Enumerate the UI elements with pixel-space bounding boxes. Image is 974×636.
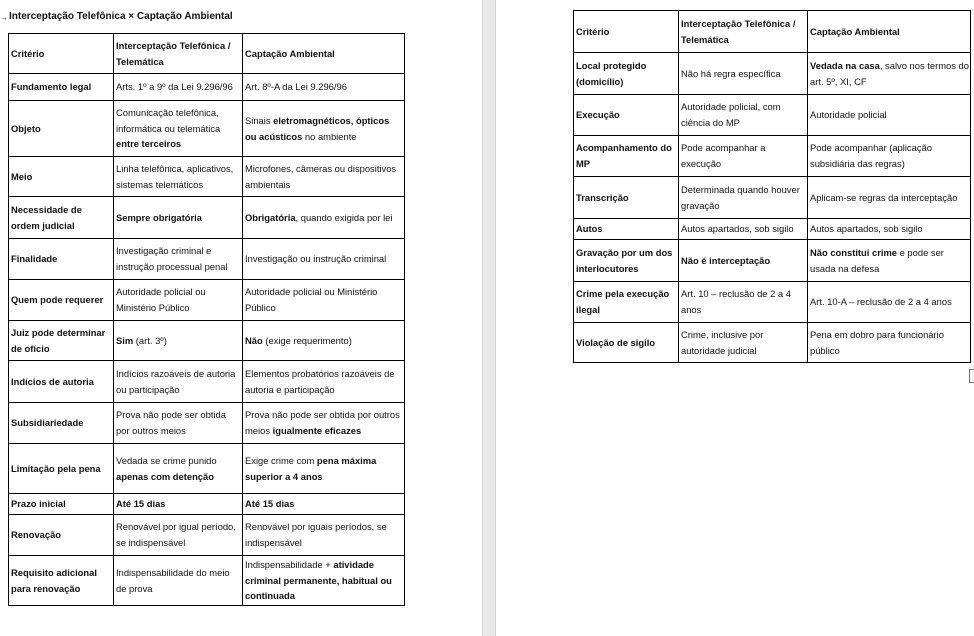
header-interceptacao (679, 11, 808, 53)
cell-text: , quando exigida por lei (295, 211, 393, 223)
cell-interceptacao (114, 157, 243, 197)
cell-text: Prova não pode ser obtida por outros meios (116, 409, 226, 436)
document-title: Interceptação Telefônica × Captação Ambiental (9, 11, 233, 22)
cell-captacao (243, 280, 405, 321)
cell-text: (exige requerimento) (262, 334, 352, 346)
cell-interceptacao (679, 136, 808, 177)
cell-text: Prazo inicial (11, 498, 66, 510)
cell-text: Até 15 dias (116, 498, 166, 510)
header-interceptacao (114, 34, 243, 74)
cell-criterio (574, 136, 679, 177)
cell-criterio (574, 282, 679, 323)
table-row (574, 53, 971, 95)
cell-criterio (9, 361, 114, 403)
cell-text: Autos apartados, sob sigilo (810, 223, 923, 235)
cell-criterio (574, 177, 679, 219)
cell-text: igualmente eficazes (272, 425, 362, 436)
header-criterio (9, 34, 114, 74)
cell-captacao (243, 157, 405, 197)
cell-text: Interceptação Telefônica / Telemática (681, 17, 796, 45)
cell-captacao (243, 515, 405, 556)
cell-text: Não há regra específica (681, 67, 781, 79)
cell-criterio (9, 556, 114, 606)
cell-interceptacao (114, 515, 243, 556)
cell-text: Critério (576, 25, 610, 37)
cell-interceptacao (114, 321, 243, 361)
cell-text: Aplicam-se regras da interceptação (810, 191, 958, 203)
cell-text: Não (245, 334, 263, 346)
cell-captacao (243, 361, 405, 403)
cell-text: Indispensabilidade do meio de prova (116, 566, 230, 594)
table-row (9, 515, 405, 556)
cell-criterio (9, 197, 114, 239)
cell-text: Autos apartados, sob sigilo (681, 223, 794, 235)
cell-text: Indícios razoáveis de autoria ou participação (116, 367, 236, 395)
cell-text: Art. 8º-A da Lei 9.296/96 (245, 81, 347, 93)
document-page-left (0, 0, 482, 636)
cell-interceptacao (114, 197, 243, 239)
cell-text: Execução (576, 109, 620, 121)
cell-criterio (9, 157, 114, 197)
cell-text: Pena em dobro para funcionário público (810, 328, 944, 356)
table-row (9, 157, 405, 197)
table-row (9, 74, 405, 101)
cell-criterio (9, 74, 114, 101)
cell-captacao (243, 444, 405, 494)
cell-text: Autoridade policial ou Ministério Público (245, 286, 378, 313)
cell-text: Investigação ou instrução criminal (245, 253, 387, 265)
cell-captacao (808, 177, 971, 219)
cell-text: Sempre obrigatória (116, 211, 202, 223)
cell-interceptacao (114, 556, 243, 606)
cell-text: Quem pode requerer (11, 294, 104, 306)
cell-interceptacao (114, 74, 243, 101)
cell-criterio (9, 239, 114, 280)
cell-text: Captação Ambiental (810, 25, 900, 37)
cell-captacao (243, 494, 405, 515)
table-row (574, 219, 971, 240)
cell-criterio (9, 494, 114, 515)
cell-criterio (9, 280, 114, 321)
cell-text: Violação de sigilo (576, 336, 656, 348)
cell-text: Pode acompanhar (aplicação subsidiária das regras) (810, 142, 932, 169)
cell-criterio (9, 444, 114, 494)
cell-interceptacao (679, 219, 808, 240)
cell-interceptacao (114, 239, 243, 280)
cell-captacao (243, 321, 405, 361)
page-gutter (482, 0, 496, 636)
cell-text: Objeto (11, 122, 41, 134)
table-row (9, 280, 405, 321)
cell-text: no ambiente (302, 130, 357, 142)
cell-text: apenas com detenção (116, 470, 214, 482)
cell-text: Finalidade (11, 253, 58, 265)
cell-text: Autoridade policial ou Ministério Público (116, 286, 206, 313)
cell-text: Requisito adicional para renovação (11, 566, 97, 594)
cell-text: Crime, inclusive por autoridade judicial (681, 328, 764, 356)
cell-criterio (574, 219, 679, 240)
cell-text: Prova não pode ser obtida por outros meios (245, 409, 400, 436)
cell-criterio (9, 101, 114, 157)
table-row (574, 282, 971, 323)
table-row (574, 95, 971, 136)
table-header-row (9, 34, 405, 74)
table-row (9, 444, 405, 494)
cell-text: Necessidade de ordem judicial (11, 203, 82, 231)
table-row (9, 101, 405, 157)
cell-text: e pode ser usada na defesa (810, 246, 944, 274)
cell-criterio (574, 240, 679, 282)
cell-text: Interceptação Telefônica / Telemática (116, 39, 231, 67)
cell-text: Local protegido (domicílio) (576, 59, 647, 87)
table-row (574, 323, 971, 363)
table-row (574, 177, 971, 219)
header-criterio (574, 11, 679, 53)
cell-text: Indícios de autoria (11, 375, 94, 387)
cell-text: Arts. 1º a 9º da Lei 9.296/96 (116, 81, 233, 93)
cell-text: Não é interceptação (681, 254, 771, 266)
cell-text: Transcrição (576, 191, 629, 203)
cell-captacao (243, 556, 405, 606)
table-row (9, 361, 405, 403)
cell-text: Elementos probatórios razoáveis de autoria e participação (245, 367, 395, 395)
cell-text: Sinais (245, 114, 274, 126)
cell-captacao (808, 53, 971, 95)
cell-text: entre terceiros (116, 138, 182, 150)
cell-text: Vedada na casa (810, 59, 880, 71)
cell-text: Sim (116, 334, 134, 346)
cell-captacao (808, 136, 971, 177)
cell-captacao (243, 403, 405, 444)
cell-text: Renovável por igual período, se indispensável (116, 521, 236, 548)
cell-text: Vedada se crime punido (116, 454, 217, 466)
cell-text: Exige crime com (245, 454, 317, 466)
cell-criterio (9, 321, 114, 361)
cell-captacao (243, 197, 405, 239)
cell-interceptacao (114, 101, 243, 157)
cell-text: Não constitui crime (810, 246, 897, 258)
table-row (574, 240, 971, 282)
cell-text: Art. 10 – reclusão de 2 a 4 anos (681, 288, 791, 315)
cell-text: Indispensabilidade + (245, 559, 334, 571)
cell-captacao (808, 219, 971, 240)
table-row (574, 136, 971, 177)
table-move-handle-icon[interactable]: → (0, 13, 8, 22)
cell-text: Obrigatória (245, 211, 296, 223)
cell-text: Critério (11, 47, 45, 59)
cell-text: Renovável por iguais períodos, se indispensável (245, 521, 387, 548)
cell-interceptacao (679, 323, 808, 363)
table-row (9, 494, 405, 515)
cell-interceptacao (679, 177, 808, 219)
cell-interceptacao (114, 494, 243, 515)
cell-criterio (574, 95, 679, 136)
cell-text: Crime pela execução ilegal (576, 288, 670, 315)
header-captacao (808, 11, 971, 53)
cell-interceptacao (114, 361, 243, 403)
cell-captacao (243, 101, 405, 157)
cell-text: Autoridade policial (810, 109, 887, 121)
cell-criterio (9, 515, 114, 556)
cell-interceptacao (679, 240, 808, 282)
cell-text: Limitação pela pena (11, 462, 101, 474)
cell-text: Subsidiariedade (11, 417, 84, 429)
cell-text: Autoridade policial, com ciência do MP (681, 101, 781, 128)
cell-text: Pode acompanhar a execução (681, 142, 766, 169)
cell-text: atividade criminal permanente, habitual ou continuada (245, 559, 392, 602)
cell-captacao (243, 74, 405, 101)
header-captacao (243, 34, 405, 74)
cell-criterio (9, 403, 114, 444)
comparison-table-right (573, 10, 971, 363)
cell-captacao (808, 282, 971, 323)
cell-interceptacao (679, 95, 808, 136)
cell-text: Comunicação telefônica, informática ou telemática (116, 107, 221, 134)
table-row (9, 197, 405, 239)
cell-text: Linha telefônica, aplicativos, sistemas telemáticos (116, 162, 234, 190)
cell-criterio (574, 323, 679, 363)
cell-captacao (808, 95, 971, 136)
cell-text: Gravação por um dos interlocutores (576, 246, 673, 274)
cell-criterio (574, 53, 679, 95)
cell-text: Autos (576, 223, 603, 235)
cell-interceptacao (114, 444, 243, 494)
cell-text: Renovação (11, 529, 62, 541)
cell-text: Investigação criminal e instrução processual penal (116, 245, 228, 272)
table-row (9, 321, 405, 361)
cell-text: Até 15 dias (245, 498, 295, 510)
cell-text: Acompanhamento do MP (576, 142, 672, 169)
cell-captacao (243, 239, 405, 280)
cell-text: (art. 3º) (133, 334, 167, 346)
paragraph-end-mark (969, 369, 974, 383)
cell-captacao (808, 323, 971, 363)
cell-text: Meio (11, 170, 33, 182)
cell-text: pena máxima superior a 4 anos (245, 454, 377, 482)
table-header-row (574, 11, 971, 53)
cell-interceptacao (679, 53, 808, 95)
comparison-table-left (8, 33, 405, 606)
cell-interceptacao (679, 282, 808, 323)
cell-interceptacao (114, 280, 243, 321)
cell-captacao (808, 240, 971, 282)
cell-text: Microfones, câmeras ou dispositivos ambientais (245, 162, 397, 190)
cell-text: Juiz pode determinar de ofício (11, 326, 106, 354)
cell-text: Art. 10-A – reclusão de 2 a 4 anos (810, 296, 952, 308)
cell-text: , salvo nos termos do art. 5º, XI, CF (810, 59, 969, 87)
cell-text: Fundamento legal (11, 81, 92, 93)
table-row (9, 239, 405, 280)
cell-text: eletromagnéticos, ópticos ou acústicos (245, 114, 390, 142)
cell-interceptacao (114, 403, 243, 444)
cell-text: Determinada quando houver gravação (681, 183, 800, 211)
table-row (9, 403, 405, 444)
table-row (9, 556, 405, 606)
cell-text: Captação Ambiental (245, 47, 335, 59)
